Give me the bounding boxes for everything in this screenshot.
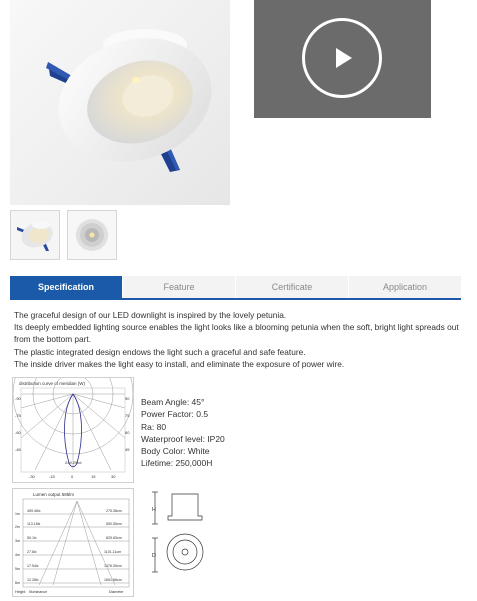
illuminance-value: 459.46lx <box>27 509 41 513</box>
chart-title: distribution curve of meridian (W) <box>19 381 86 386</box>
angle-label: 75 <box>125 413 130 418</box>
angle-label: 90 <box>125 396 130 401</box>
height-label: 6m <box>15 581 20 585</box>
lumen-output-chart <box>12 488 134 597</box>
height-label: 3m <box>15 539 20 543</box>
tab-application[interactable]: Application <box>382 282 428 292</box>
spec-body-color: Body Color: White <box>141 446 210 457</box>
height-label: 4m <box>15 553 20 557</box>
spec-power-factor: Power Factor: 0.5 <box>141 409 209 420</box>
axis-label: 30 <box>111 474 116 479</box>
illuminance-value: 50.1lx <box>27 536 37 540</box>
diameter-dimension-label: D <box>152 553 156 559</box>
light-distribution-chart <box>12 377 134 483</box>
footer-diameter-label: Diameter <box>109 590 124 594</box>
height-dimension-label: H <box>152 507 156 513</box>
thumbnail-2[interactable] <box>67 210 117 260</box>
illuminance-value: 27.6lx <box>27 550 37 554</box>
polar-grid <box>13 378 133 470</box>
illuminance-value: 12.28lx <box>27 578 39 582</box>
angle-label: 45 <box>125 447 130 452</box>
illuminance-value: 17.54lx <box>27 564 39 568</box>
axis-label: -30 <box>29 474 35 479</box>
tab-bar <box>10 276 461 300</box>
product-description <box>14 309 462 370</box>
illuminance-value: 113.18lx <box>27 522 41 526</box>
diameter-value: 825.83cm <box>106 536 122 540</box>
diameter-value: 1101.11cm <box>104 550 122 554</box>
angle-label: -75 <box>15 413 21 418</box>
axis-label: -15 <box>49 474 55 479</box>
description-paragraph: The inside driver makes the light easy to install, and eliminate the exposure of power wire. <box>14 358 345 369</box>
main-product-image[interactable] <box>10 0 230 205</box>
diameter-value: 550.55cm <box>106 522 122 526</box>
play-button[interactable] <box>302 18 382 98</box>
spec-waterproof: Waterproof level: IP20 <box>141 433 225 444</box>
height-label: 5m <box>15 567 20 571</box>
angle-label: -90 <box>15 396 21 401</box>
description-paragraph: The plastic integrated design endows the light such a graceful and safe feature. <box>14 346 306 357</box>
thumbnail-1[interactable] <box>10 210 60 260</box>
play-icon <box>305 21 379 95</box>
downlight-dimension-icon <box>150 490 220 580</box>
angle-label: 60 <box>125 430 130 435</box>
footer-height-label: Height <box>15 590 26 594</box>
axis-label: 15 <box>91 474 96 479</box>
angle-label: -45 <box>15 447 21 452</box>
tab-feature[interactable]: Feature <box>123 276 236 298</box>
video-player[interactable] <box>254 0 431 118</box>
tab-certificate[interactable]: Certificate <box>236 276 349 298</box>
chart-title: Lumen output 585lm <box>33 492 75 497</box>
spec-beam-angle: Beam Angle: 45° <box>141 397 205 407</box>
led-downlight-front-icon <box>68 211 116 259</box>
dimension-drawing <box>150 490 220 580</box>
height-label: 1m <box>15 512 20 516</box>
led-downlight-icon <box>10 0 230 205</box>
angle-label: -60 <box>15 430 21 435</box>
description-paragraph: Its deeply embedded lighting source enables the light looks like a blooming petunia when the soft, bright light spreads out from the bottom part. <box>14 322 459 345</box>
spec-lifetime: Lifetime: 250,000H <box>141 458 213 469</box>
spec-ra: Ra: 80 <box>141 421 167 432</box>
diameter-value: 275.38cm <box>106 509 122 513</box>
diameter-value: 1651.66cm <box>104 578 122 582</box>
center-value-label: 249.29cd <box>65 460 82 465</box>
tab-specification[interactable]: Specification <box>10 276 123 298</box>
spec-list <box>141 396 225 470</box>
diameter-value: 1376.39cm <box>104 564 122 568</box>
footer-illuminance-label: Illuminance <box>29 590 48 594</box>
height-label: 2m <box>15 525 20 529</box>
description-paragraph: The graceful design of our LED downlight is inspired by the lovely petunia. <box>14 310 287 320</box>
led-downlight-icon <box>11 211 59 259</box>
axis-label: 0 <box>71 474 74 479</box>
